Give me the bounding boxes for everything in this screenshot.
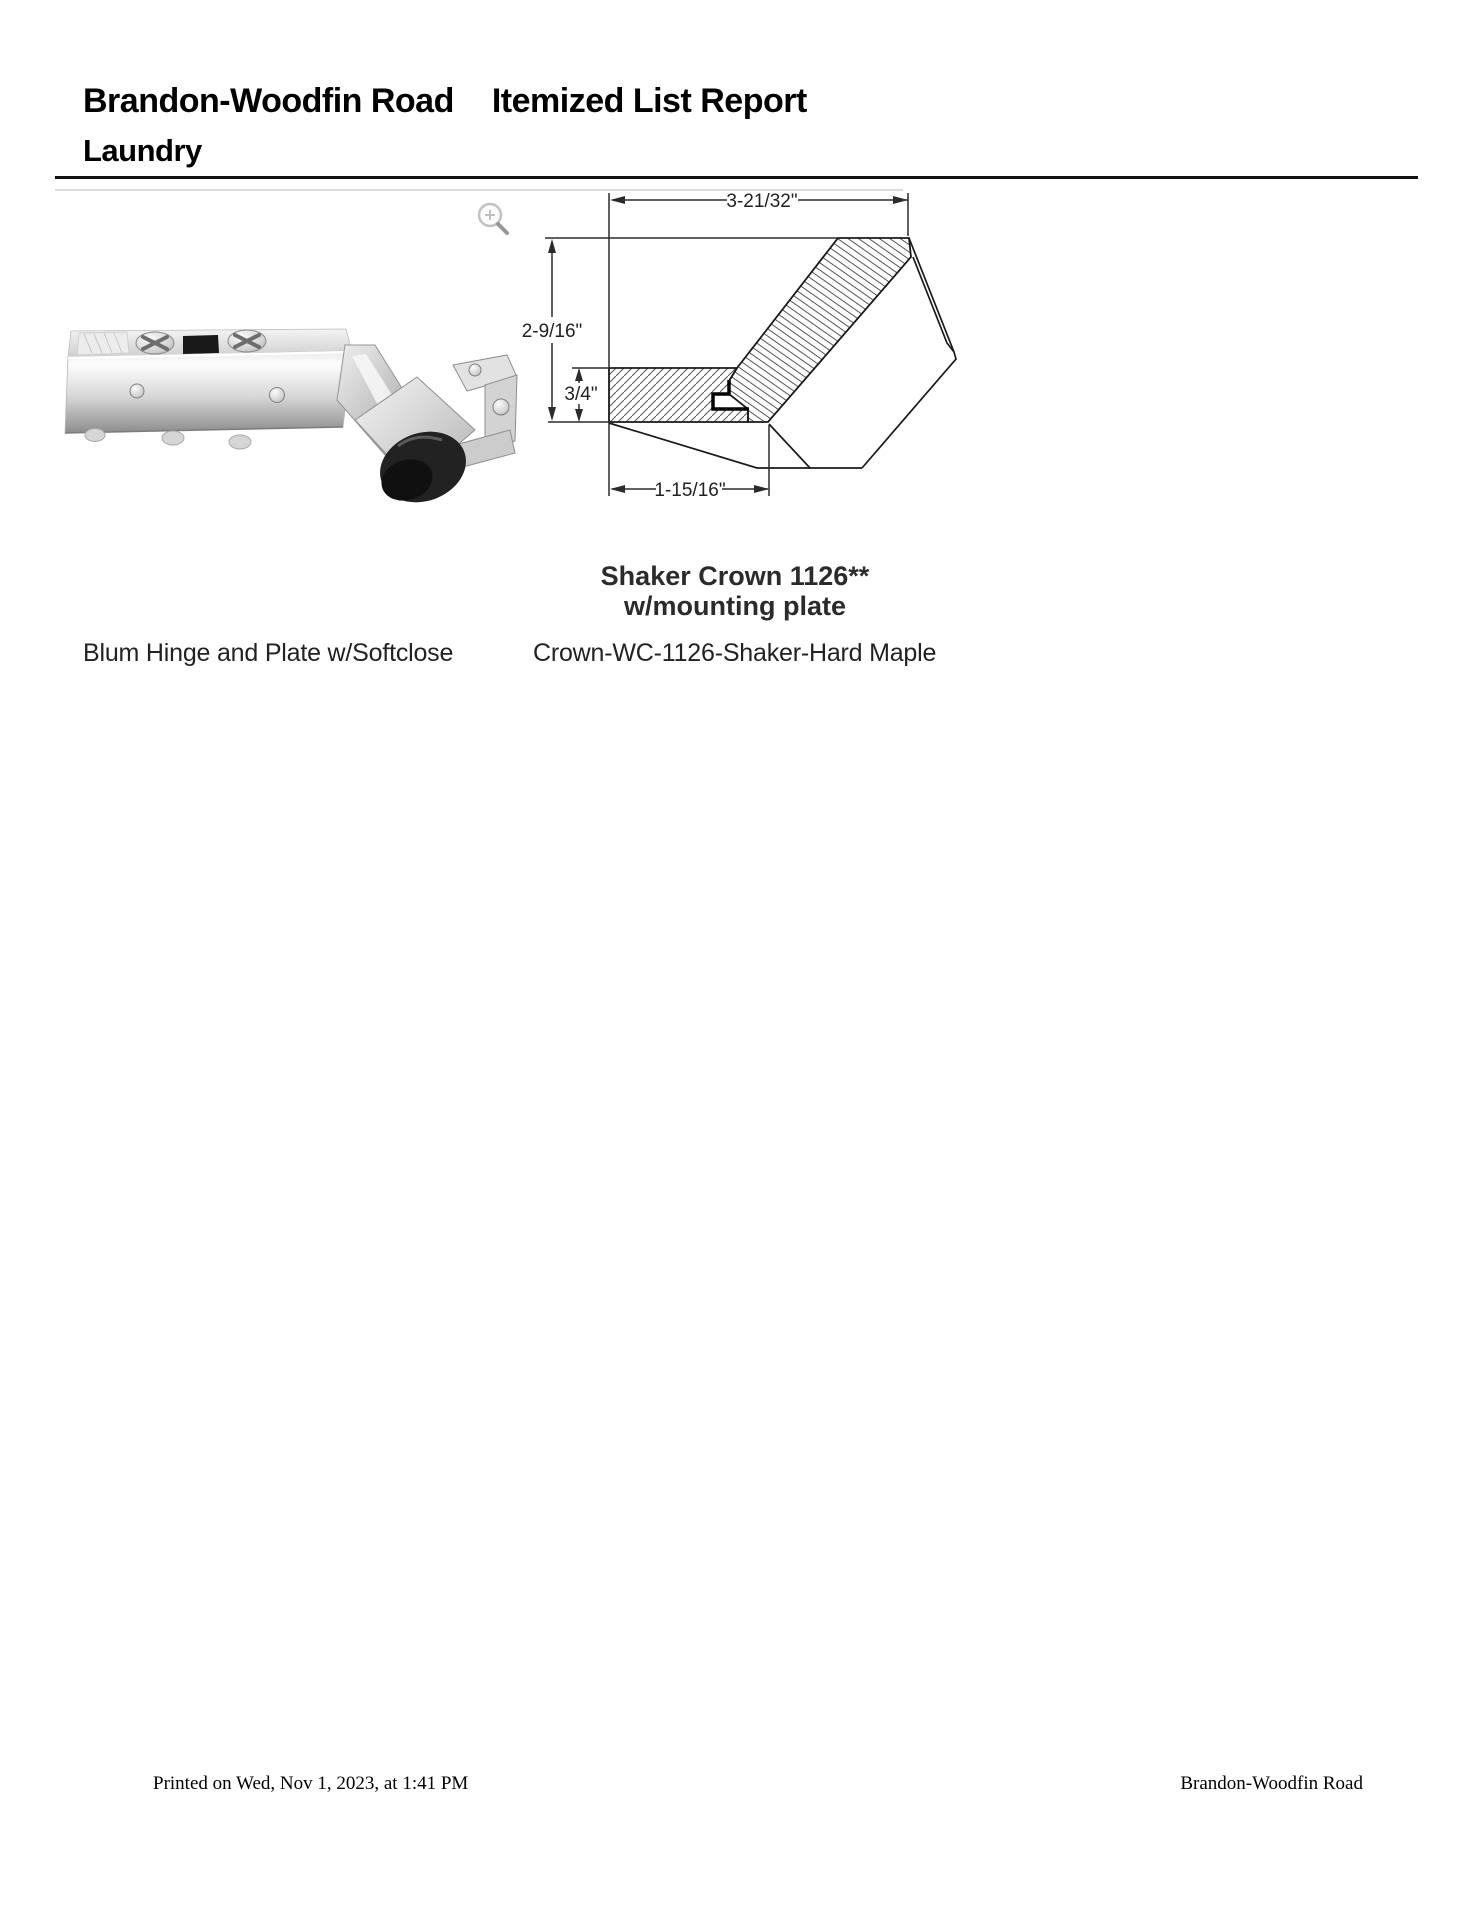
crown-item-label: Crown-WC-1126-Shaker-Hard Maple: [533, 639, 937, 667]
hinge-front-screw-2: [270, 388, 285, 403]
page-header: [83, 84, 807, 118]
crown-caption: [495, 561, 975, 621]
footer-printed-timestamp: Printed on Wed, Nov 1, 2023, at 1:41 PM: [153, 1773, 469, 1794]
dim-overall-width: [610, 191, 908, 212]
hinge-screw-2: [228, 330, 266, 352]
svg-text:2-9/16": 2-9/16": [521, 321, 583, 342]
dim-plate-thickness: [564, 368, 597, 422]
hinge-item-label: Blum Hinge and Plate w/Softclose: [83, 639, 454, 667]
crown-caption-line2: w/mounting plate: [624, 591, 846, 621]
hinge-arm-front-face: [65, 351, 352, 433]
section-title: Laundry: [83, 133, 202, 168]
blum-hinge-photo: [55, 195, 525, 515]
crown-drawing-image[interactable]: [495, 185, 975, 505]
crown-technical-drawing: [495, 185, 975, 505]
crown-caption-line1: Shaker Crown 1126**: [600, 561, 870, 591]
hinge-slot: [183, 335, 219, 354]
hinge-pivot-pin: [469, 364, 481, 376]
footer-project-name: Brandon-Woodfin Road: [1180, 1773, 1363, 1794]
hinge-knurl-texture: [77, 332, 129, 355]
header-divider: [55, 176, 1418, 179]
svg-text:3-21/32": 3-21/32": [726, 191, 798, 212]
hinge-image[interactable]: [55, 195, 525, 515]
project-title: Brandon-Woodfin Road: [83, 82, 454, 120]
report-title: Itemized List Report: [491, 82, 807, 120]
crown-section-hatched: [729, 238, 911, 422]
hinge-front-screw-1: [130, 384, 144, 398]
svg-text:1-15/16": 1-15/16": [654, 480, 726, 501]
hinge-screw-1: [136, 332, 174, 354]
dim-bottom-depth: [610, 480, 769, 501]
svg-text:3/4": 3/4": [564, 384, 598, 405]
